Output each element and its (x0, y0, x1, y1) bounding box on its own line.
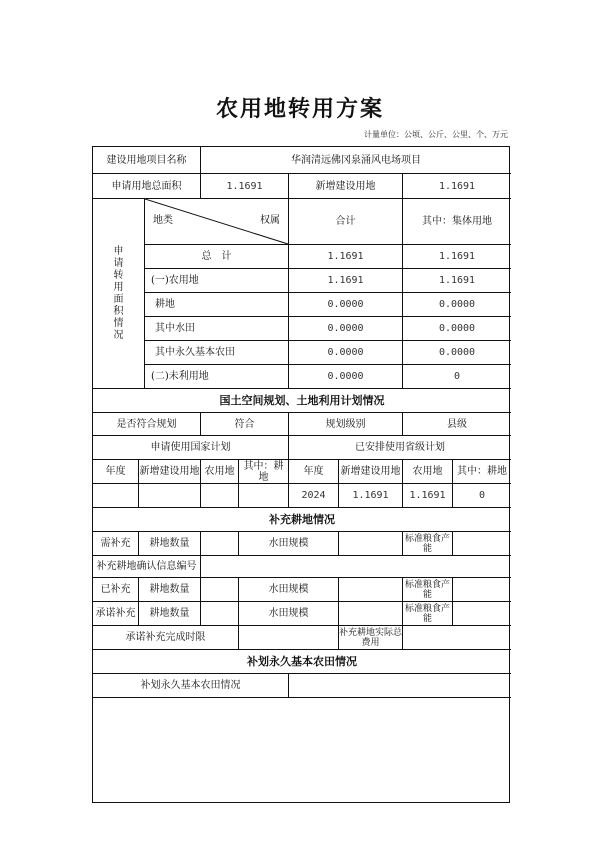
side-char: 情 (113, 317, 124, 329)
paddy-value (339, 578, 403, 602)
row-collective: 1.1691 (403, 269, 511, 293)
plan-level-value: 县级 (403, 413, 511, 436)
project-name-label: 建设用地项目名称 (93, 147, 201, 174)
diagonal-header-cell (145, 199, 289, 245)
new-construction-value: 1.1691 (403, 174, 511, 199)
row-collective: 0.0000 (403, 341, 511, 365)
col-year: 年度 (289, 460, 339, 484)
row-total: 0.0000 (289, 317, 403, 341)
grain-capacity-label: 标准粮食产能 (403, 578, 453, 602)
row-collective: 0 (403, 365, 511, 389)
row-label: (二)未利用地 (145, 365, 289, 389)
side-char: 请 (113, 257, 124, 269)
application-area-side-label (93, 199, 145, 389)
done-supplement-label: 已补充 (93, 578, 139, 602)
side-char: 转 (113, 269, 124, 281)
compliance-label: 是否符合规划 (93, 413, 201, 436)
quantity-value (201, 578, 239, 602)
compliance-value: 符合 (201, 413, 289, 436)
national-farm-value (239, 484, 289, 508)
supplement-section-header: 补充耕地情况 (93, 508, 511, 532)
form-table (92, 146, 510, 803)
paddy-value (339, 602, 403, 626)
row-label: (一)农用地 (145, 269, 289, 293)
national-new-value (139, 484, 201, 508)
row-total: 0.0000 (289, 341, 403, 365)
need-supplement-label: 需补充 (93, 532, 139, 556)
permanent-farmland-section-header: 补划永久基本农田情况 (93, 650, 511, 674)
row-label: 其中永久基本农田 (145, 341, 289, 365)
col-agricultural: 农用地 (403, 460, 453, 484)
grain-capacity-value (453, 602, 511, 626)
document-title: 农用地转用方案 (215, 96, 384, 122)
grain-capacity-value (453, 578, 511, 602)
confirm-number-value (201, 556, 511, 578)
col-new-construction: 新增建设用地 (139, 460, 201, 484)
new-construction-label: 新增建设用地 (289, 174, 403, 199)
col-farmland: 其中：耕地 (453, 460, 511, 484)
confirm-number-label: 补充耕地确认信息编号 (93, 556, 201, 578)
row-label: 其中水田 (145, 317, 289, 341)
planning-section-header: 国土空间规划、土地利用计划情况 (93, 389, 511, 413)
row-total: 1.1691 (289, 245, 403, 269)
col-collective-header: 其中：集体用地 (403, 199, 511, 245)
deadline-label: 承诺补充完成时限 (93, 626, 239, 650)
corner-ownership: 权属 (260, 215, 280, 226)
provincial-new-value: 1.1691 (339, 484, 403, 508)
quantity-label: 耕地数量 (139, 532, 201, 556)
unit-note: 计量单位：公顷、公斤、公里、个、万元 (364, 130, 508, 139)
actual-cost-value (403, 626, 511, 650)
provincial-farm-value: 0 (453, 484, 511, 508)
plan-level-label: 规划级别 (289, 413, 403, 436)
row-label: 总 计 (145, 245, 289, 269)
blank-area (93, 698, 511, 802)
quantity-label: 耕地数量 (139, 578, 201, 602)
col-farmland: 其中：耕地 (239, 460, 289, 484)
permanent-farmland-label: 补划永久基本农田情况 (93, 674, 289, 698)
side-char: 况 (113, 329, 124, 341)
promise-supplement-label: 承诺补充 (93, 602, 139, 626)
row-total: 0.0000 (289, 293, 403, 317)
col-year: 年度 (93, 460, 139, 484)
quantity-label: 耕地数量 (139, 602, 201, 626)
side-char: 申 (113, 245, 124, 257)
col-agricultural: 农用地 (201, 460, 239, 484)
provincial-year-value: 2024 (289, 484, 339, 508)
col-total-header: 合计 (289, 199, 403, 245)
national-plan-heading: 申请使用国家计划 (93, 436, 289, 460)
side-char: 面 (113, 293, 124, 305)
grain-capacity-label: 标准粮食产能 (403, 532, 453, 556)
national-year-value (93, 484, 139, 508)
paddy-label: 水田规模 (239, 578, 339, 602)
row-label: 耕地 (145, 293, 289, 317)
quantity-value (201, 602, 239, 626)
side-char: 用 (113, 281, 124, 293)
row-collective: 1.1691 (403, 245, 511, 269)
row-collective: 0.0000 (403, 293, 511, 317)
paddy-label: 水田规模 (239, 602, 339, 626)
provincial-plan-heading: 已安排使用省级计划 (289, 436, 511, 460)
actual-cost-label: 补充耕地实际总费用 (339, 626, 403, 650)
deadline-value (239, 626, 339, 650)
side-char: 积 (113, 305, 124, 317)
provincial-agri-value: 1.1691 (403, 484, 453, 508)
total-area-label: 申请用地总面积 (93, 174, 201, 199)
national-agri-value (201, 484, 239, 508)
paddy-value (339, 532, 403, 556)
row-collective: 0.0000 (403, 317, 511, 341)
grain-capacity-value (453, 532, 511, 556)
row-total: 1.1691 (289, 269, 403, 293)
permanent-farmland-value (289, 674, 511, 698)
corner-land-type: 地类 (153, 215, 173, 226)
col-new-construction: 新增建设用地 (339, 460, 403, 484)
project-name-value: 华润清远佛冈泉涌风电场项目 (201, 147, 511, 174)
paddy-label: 水田规模 (239, 532, 339, 556)
quantity-value (201, 532, 239, 556)
grain-capacity-label: 标准粮食产能 (403, 602, 453, 626)
row-total: 0.0000 (289, 365, 403, 389)
total-area-value: 1.1691 (201, 174, 289, 199)
